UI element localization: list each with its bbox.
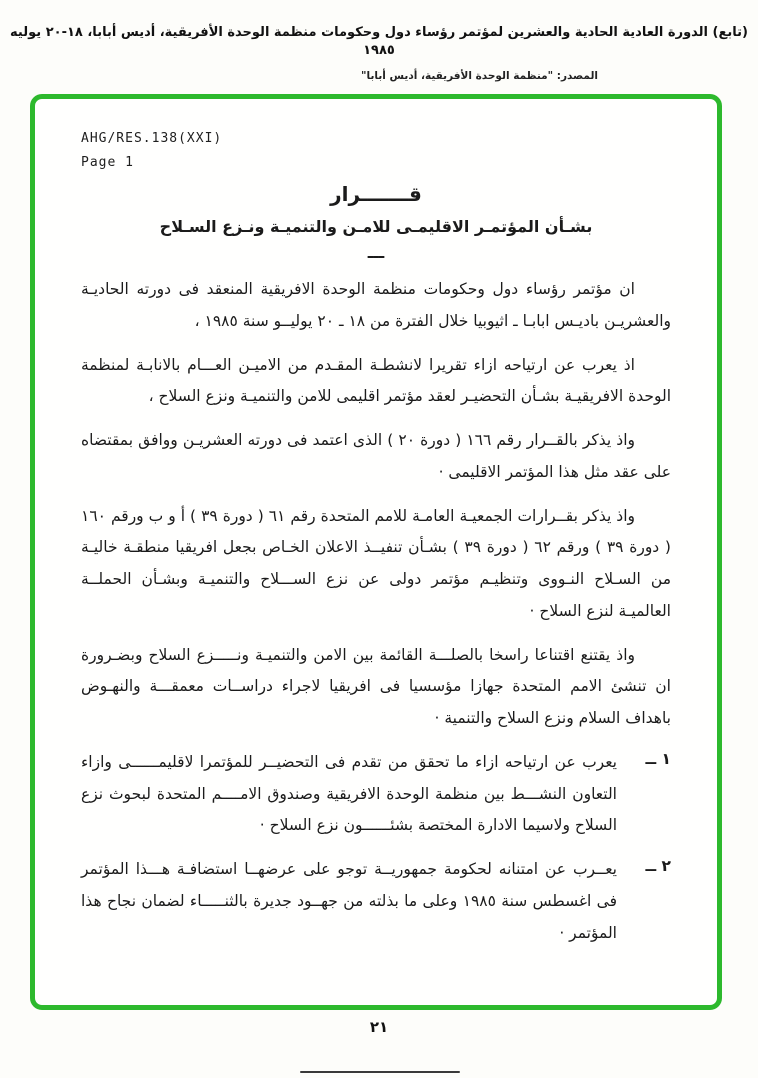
document-page — [35, 99, 717, 1005]
page-number: ٢١ — [369, 1018, 389, 1036]
item-text: يعرب عن ارتياحه ازاء ما تحقق من تقدم فى التحضيــر للمؤتمرا لاقليمــــــى وازاء التعاون النشـــط بين منظمة الوحدة الافريقية وصندوق الامــــم المتحدة لبحوث نزع السلاح ولاسيما الادارة المختصة بشئــــــون نزع السلاح · — [81, 752, 617, 835]
document-scan-frame — [30, 94, 722, 1010]
resolution-title: قـــــــرار — [330, 182, 422, 206]
resolution-body — [81, 274, 671, 950]
page-header — [10, 24, 748, 82]
reference-block — [81, 131, 671, 170]
operative-item — [81, 854, 671, 949]
title-divider: ـــ — [367, 243, 385, 262]
resolution-title-block — [81, 182, 671, 262]
preamble-paragraph: واذ يقتنع اقتناعا راسخا بالصلـــة القائمة بين الامن والتنميـة ونـــــزع السلاح وبضـرورة ان تنشئ الامم المتحدة جهازا مؤسسيا فى افريقيا لاجراء دراســات معمقـــة والنهـوض باهداف السلام ونزع السلاح والتنمية · — [81, 645, 671, 728]
header-title: (تابع) الدورة العادية الحادية والعشرين لمؤتمر رؤساء دول وحكومات منظمة الوحدة الأفريقية، أديس أبابا، ١٨-٢٠ يوليه ١٩٨٥ — [10, 25, 748, 59]
item-number: ٢ ــ — [645, 857, 671, 876]
item-number: ١ ــ — [645, 749, 671, 768]
resolution-subtitle: بشـأن المؤتمـر الاقليمـى للامـن والتنميـة ونـزع السـلاح — [159, 217, 593, 236]
document-reference: AHG/RES.138(XXI) — [81, 131, 223, 146]
scan-artifact-line — [300, 1071, 460, 1073]
preamble-paragraph: ان مؤتمر رؤساء دول وحكومات منظمة الوحدة الافريقية المنعقد فى دورته الحاديـة والعشريـن باديـس ابابـا ـ اثيوبيا خلال الفترة من ١٨ ـ ٢٠ يوليــو سنة ١٩٨٥ ، — [81, 280, 671, 330]
preamble-paragraph: واذ يذكر بقــرارات الجمعيـة العامـة للامم المتحدة رقم ٦١ ( دورة ٣٩ ) أ و ب ورقم ١٦٠ ( دورة ٣٩ ) ورقم ٦٢ ( دورة ٣٩ ) بشـأن تنفيــذ الاعلان الخـاص بجعل افريقيا منطقـة خاليـة من السـلاح النـووى وتنظيـم مؤتمر دولى عن نزع الســـلاح والتنميـة وبشـأن الحملــة العالميـة لنزع السلاح · — [81, 506, 671, 620]
preamble-paragraph: اذ يعرب عن ارتياحه ازاء تقريرا لانشطـة المقـدم من الاميـن العـــام بالانابـة لمنظمة الوحدة الافريقيـة بشـأن التحضيـر لعقد مؤتمر اقليمى للامن والتنميـة ونزع السلاح ، — [81, 355, 671, 406]
document-page-label: Page 1 — [81, 155, 134, 170]
item-text: يعــرب عن امتنانه لحكومة جمهوريــة توجو على عرضهــا استضافـة هـــذا المؤتمر فى اغسطس سنة ١٩٨٥ وعلى ما بذلته من جهــود جديرة بالثنـــــاء لضمان نجاح هذا المؤتمر · — [81, 860, 617, 942]
operative-item — [81, 747, 671, 842]
header-source: المصدر: "منظمة الوحدة الأفريقية، أديس أبابا" — [361, 70, 598, 83]
preamble-paragraph: واذ يذكر بالقــرار رقم ١٦٦ ( دورة ٢٠ ) الذى اعتمد فى دورته العشريـن ووافق بمقتضاه على عقد مثل هذا المؤتمر الاقليمى · — [81, 431, 671, 481]
